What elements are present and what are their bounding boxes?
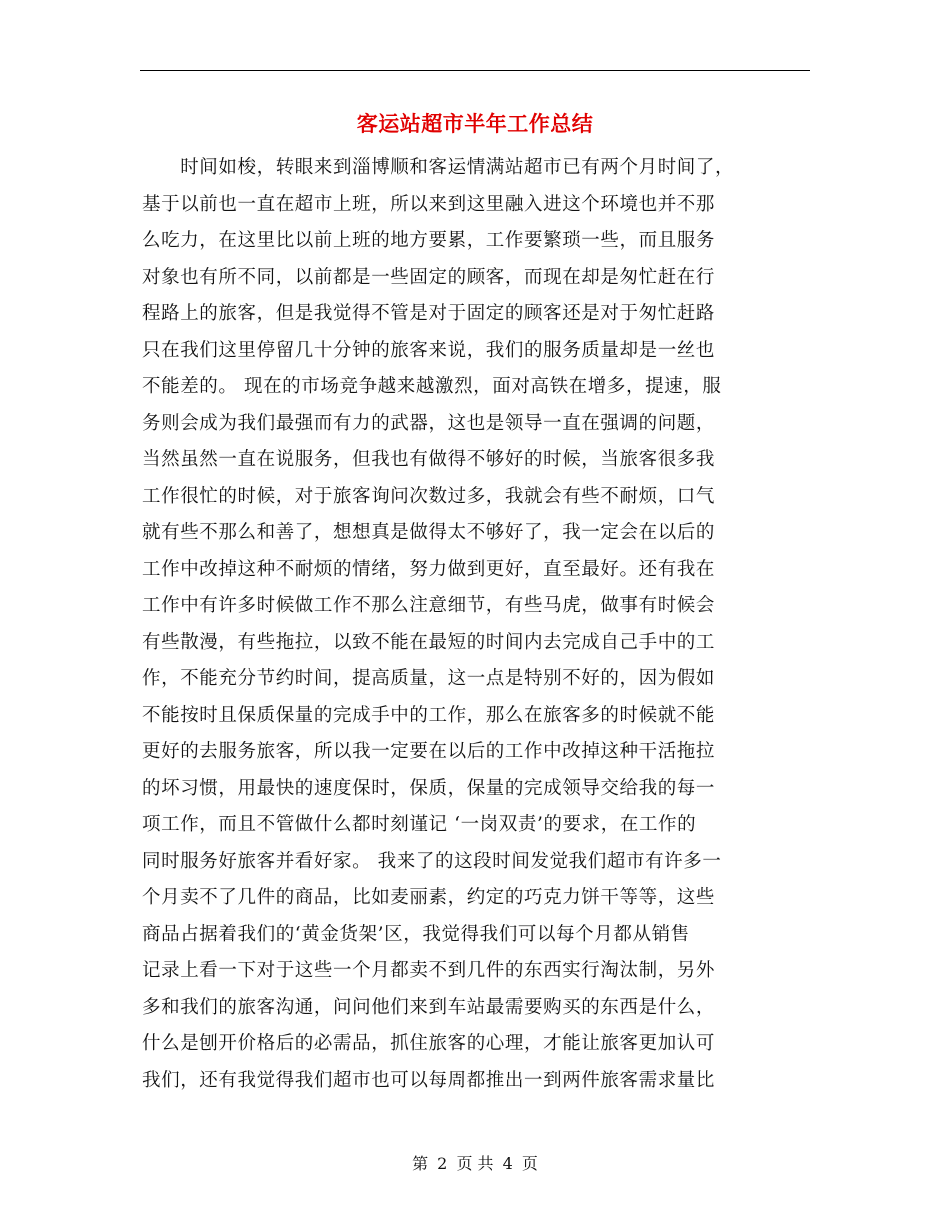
body-line: 工作中改掉这种不耐烦的情绪，努力做到更好，直至最好。还有我在 xyxy=(142,558,716,580)
body-line: 项工作，而且不管做什么都时刻谨记 ‘一岗双责’的要求，在工作的 xyxy=(142,814,697,835)
body-line: 个月卖不了几件的商品，比如麦丽素，约定的巧克力饼干等等，这些 xyxy=(142,887,716,908)
body-line: 不能按时且保质保量的完成手中的工作，那么在旅客多的时候就不能 xyxy=(142,704,716,726)
body-line: 工作中有许多时候做工作不那么注意细节，有些马虎，做事有时候会 xyxy=(142,595,716,616)
body-line: 什么是刨开价格后的必需品，抓住旅客的心理，才能让旅客更加认可 xyxy=(142,1033,716,1054)
body-line: 当然虽然一直在说服务，但我也有做得不够好的时候，当旅客很多我 xyxy=(142,449,716,470)
body-line: 有些散漫，有些拖拉，以致不能在最短的时间内去完成自己手中的工 xyxy=(142,631,716,653)
body-text xyxy=(142,150,810,1100)
body-line: 工作很忙的时候，对于旅客询问次数过多，我就会有些不耐烦，口气 xyxy=(142,485,716,507)
body-line: 么吃力，在这里比以前上班的地方要累，工作要繁琐一些，而且服务 xyxy=(142,230,716,251)
body-line: 商品占据着我们的‘黄金货架’区，我觉得我们可以每个月都从销售 xyxy=(142,923,690,945)
body-line: 更好的去服务旅客，所以我一定要在以后的工作中改掉这种干活拖拉 xyxy=(142,741,716,762)
body-line: 务则会成为我们最强而有力的武器，这也是领导一直在强调的问题， xyxy=(142,412,716,434)
body-line: 的坏习惯，用最快的速度保时，保质，保量的完成领导交给我的每一 xyxy=(142,777,716,799)
body-line: 作，不能充分节约时间，提高质量，这一点是特别不好的，因为假如 xyxy=(142,668,716,689)
body-line: 基于以前也一直在超市上班，所以来到这里融入进这个环境也并不那 xyxy=(142,193,716,215)
body-line: 就有些不那么和善了，想想真是做得太不够好了，我一定会在以后的 xyxy=(142,522,716,543)
footer-suffix: 页 xyxy=(521,1154,538,1173)
body-line: 对象也有所不同，以前都是一些固定的顾客，而现在却是匆忙赶在行 xyxy=(142,266,716,288)
footer-current-page: 2 xyxy=(437,1154,448,1173)
body-line: 记录上看一下对于这些一个月都卖不到几件的东西实行淘汰制，另外 xyxy=(142,960,716,981)
body-line: 同时服务好旅客并看好家。 我来了的这段时间发觉我们超市有许多一 xyxy=(142,850,722,872)
body-line: 只在我们这里停留几十分钟的旅客来说，我们的服务质量却是一丝也 xyxy=(142,339,716,361)
body-line xyxy=(142,1099,810,1100)
footer-total-pages: 4 xyxy=(502,1154,513,1173)
body-line: 时间如梭，转眼来到淄博顺和客运情满站超市已有两个月时间了， xyxy=(142,157,735,178)
body-line: 我们，还有我觉得我们超市也可以每周都推出一到两件旅客需求量比 xyxy=(142,1069,716,1091)
body-line: 不能差的。 现在的市场竞争越来越激烈，面对高铁在增多，提速，服 xyxy=(142,376,722,397)
document-title: 客运站超市半年工作总结 xyxy=(356,111,594,136)
footer-mid: 页 共 xyxy=(456,1154,494,1173)
page-footer xyxy=(0,1152,950,1176)
header-rule xyxy=(140,70,810,71)
footer-prefix: 第 xyxy=(412,1154,429,1173)
body-line: 多和我们的旅客沟通，问问他们来到车站最需要购买的东西是什么， xyxy=(142,996,716,1018)
body-line: 程路上的旅客，但是我觉得不管是对于固定的顾客还是对于匆忙赶路 xyxy=(142,303,716,324)
